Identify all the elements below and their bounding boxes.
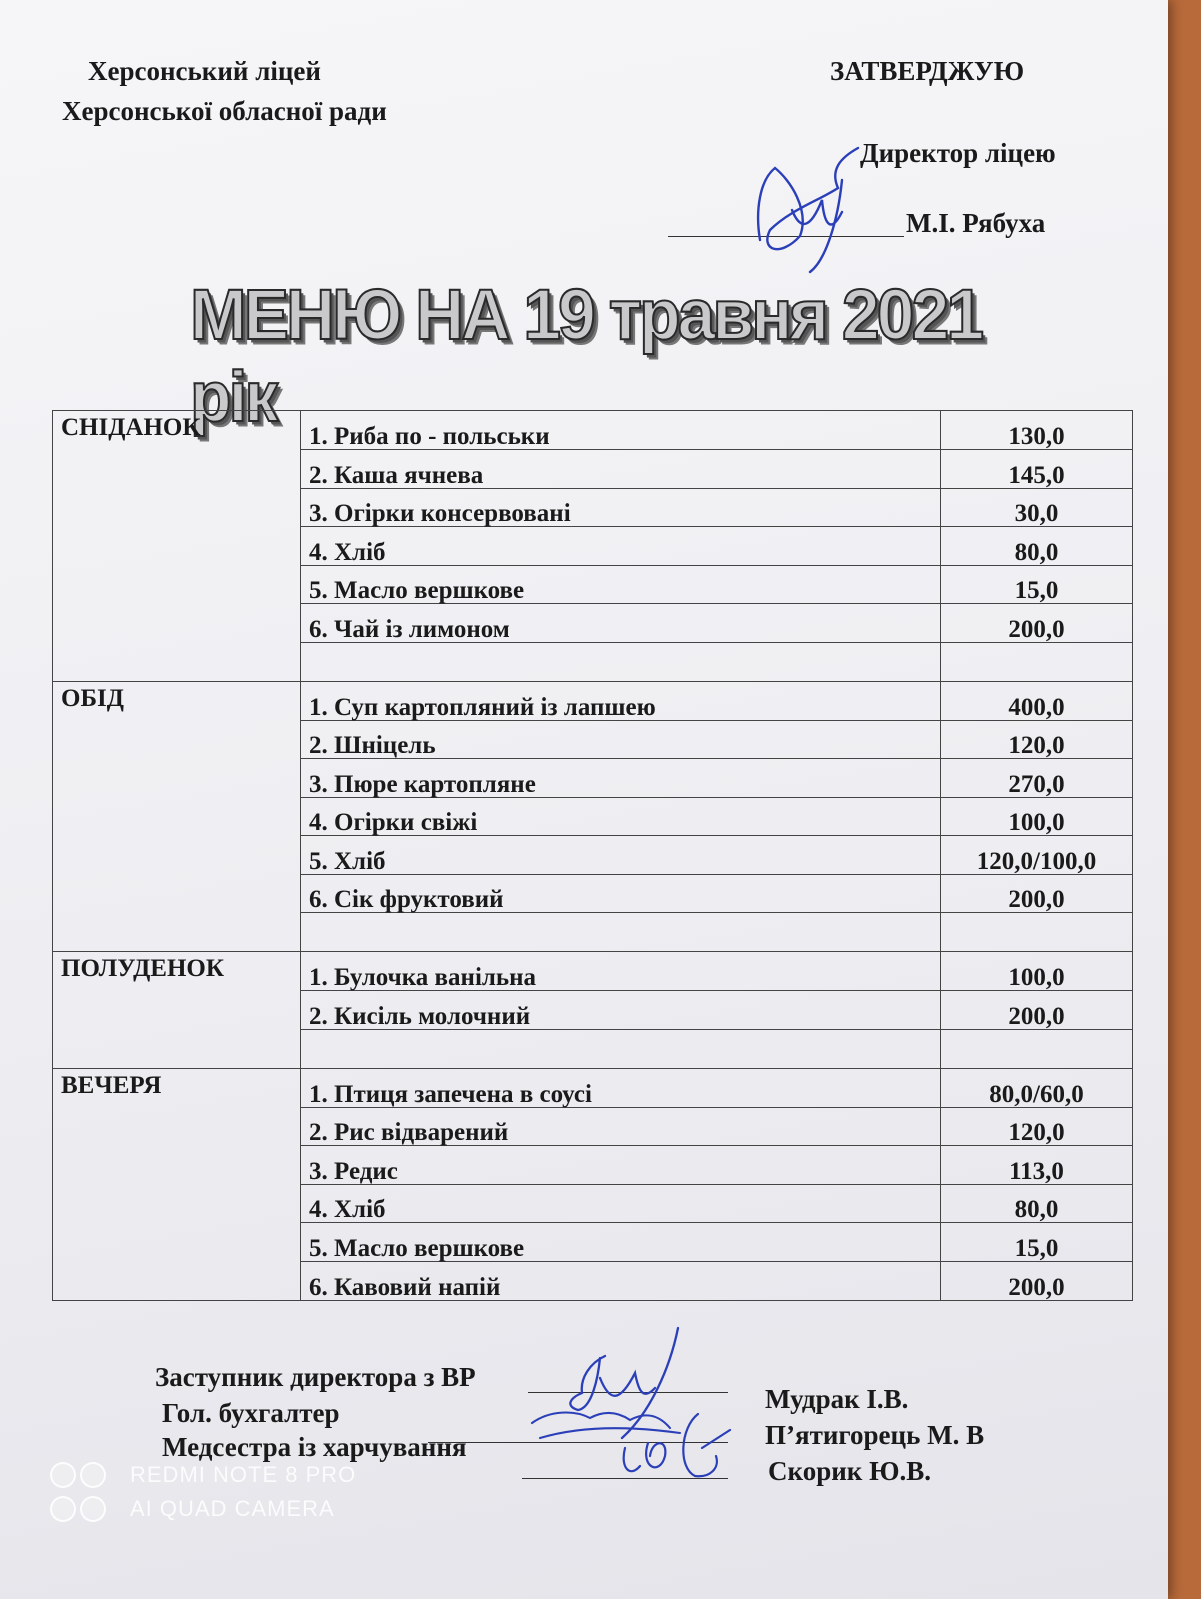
meal-cell: [53, 1107, 301, 1146]
table-row: [53, 1261, 1133, 1300]
meal-cell: ПОЛУДЕНОК: [53, 952, 301, 991]
watermark-device: REDMI NOTE 8 PRO: [130, 1462, 357, 1487]
meal-cell: [53, 604, 301, 643]
table-row: [53, 450, 1133, 489]
meal-cell: [53, 565, 301, 604]
table-row: [53, 604, 1133, 643]
meal-cell: [53, 913, 301, 952]
meal-cell: [53, 1223, 301, 1262]
amount-cell: 200,0: [941, 1261, 1133, 1300]
director-title: Директор ліцею: [860, 138, 1056, 168]
item-cell: [301, 642, 941, 681]
item-cell: [301, 1029, 941, 1068]
amount-cell: 120,0: [941, 1107, 1133, 1146]
meal-cell: [53, 991, 301, 1030]
table-row: [53, 913, 1133, 952]
meal-cell: [53, 450, 301, 489]
director-signature: [730, 140, 880, 280]
table-row: [53, 836, 1133, 875]
meal-cell: СНІДАНОК: [53, 411, 301, 450]
meal-cell: [53, 1261, 301, 1300]
amount-cell: 200,0: [941, 604, 1133, 643]
meal-cell: ВЕЧЕРЯ: [53, 1068, 301, 1107]
item-cell: 1. Суп картопляний із лапшею: [301, 681, 941, 720]
table-row: [53, 797, 1133, 836]
nurse-name: Скорик Ю.В.: [768, 1456, 931, 1486]
amount-cell: 100,0: [941, 797, 1133, 836]
amount-cell: 130,0: [941, 411, 1133, 450]
table-row: [53, 681, 1133, 720]
item-cell: 6. Кавовий напій: [301, 1261, 941, 1300]
table-row: [53, 991, 1133, 1030]
amount-cell: 145,0: [941, 450, 1133, 489]
amount-cell: 200,0: [941, 991, 1133, 1030]
deputy-title: Заступник директора з ВР: [155, 1362, 476, 1392]
table-row: [53, 720, 1133, 759]
nurse-title: Медсестра із харчування: [162, 1432, 467, 1462]
table-row: [53, 642, 1133, 681]
amount-cell: [941, 642, 1133, 681]
staff-signatures: [520, 1318, 740, 1488]
table-row: [53, 952, 1133, 991]
item-cell: 3. Редис: [301, 1146, 941, 1185]
menu-title: МЕНЮ НА 19 травня 2021 рік: [190, 275, 982, 437]
table-row: [53, 1146, 1133, 1185]
camera-lens-icon: [50, 1462, 108, 1488]
table-row: [53, 759, 1133, 798]
watermark-camera: AI QUAD CAMERA: [130, 1496, 335, 1521]
amount-cell: 80,0: [941, 527, 1133, 566]
item-cell: 5. Масло вершкове: [301, 565, 941, 604]
meal-cell: [53, 488, 301, 527]
org-name-line1: Херсонський ліцей: [88, 56, 321, 86]
meal-cell: [53, 1029, 301, 1068]
item-cell: 2. Кисіль молочний: [301, 991, 941, 1030]
meal-cell: [53, 759, 301, 798]
table-row: [53, 411, 1133, 450]
item-cell: 4. Хліб: [301, 1184, 941, 1223]
table-row: [53, 874, 1133, 913]
amount-cell: 400,0: [941, 681, 1133, 720]
watermark-row-1: [50, 1458, 356, 1492]
item-cell: 3. Огірки консервовані: [301, 488, 941, 527]
item-cell: 5. Масло вершкове: [301, 1223, 941, 1262]
amount-cell: 120,0/100,0: [941, 836, 1133, 875]
menu-table: [52, 410, 1133, 1301]
item-cell: 4. Хліб: [301, 527, 941, 566]
item-cell: 2. Рис відварений: [301, 1107, 941, 1146]
amount-cell: 80,0/60,0: [941, 1068, 1133, 1107]
amount-cell: [941, 1029, 1133, 1068]
table-row: [53, 1068, 1133, 1107]
table-row: [53, 527, 1133, 566]
accountant-name: П’ятигорець М. В: [765, 1420, 985, 1450]
amount-cell: 270,0: [941, 759, 1133, 798]
meal-cell: [53, 1146, 301, 1185]
camera-lens-icon-2: [50, 1496, 108, 1522]
table-row: [53, 1029, 1133, 1068]
item-cell: 2. Каша ячнева: [301, 450, 941, 489]
org-name-line2: Херсонської обласної ради: [62, 96, 387, 126]
amount-cell: 80,0: [941, 1184, 1133, 1223]
meal-cell: [53, 642, 301, 681]
item-cell: 6. Чай із лимоном: [301, 604, 941, 643]
amount-cell: 113,0: [941, 1146, 1133, 1185]
approve-label: ЗАТВЕРДЖУЮ: [830, 56, 1025, 86]
director-name: М.І. Рябуха: [906, 208, 1046, 238]
item-cell: 1. Булочка ванільна: [301, 952, 941, 991]
meal-cell: [53, 874, 301, 913]
item-cell: 2. Шніцель: [301, 720, 941, 759]
item-cell: 1. Риба по - польськи: [301, 411, 941, 450]
table-row: [53, 488, 1133, 527]
item-cell: 6. Сік фруктовий: [301, 874, 941, 913]
amount-cell: 100,0: [941, 952, 1133, 991]
meal-cell: [53, 527, 301, 566]
watermark-row-2: [50, 1492, 356, 1526]
accountant-title: Гол. бухгалтер: [162, 1398, 340, 1428]
item-cell: [301, 913, 941, 952]
amount-cell: [941, 913, 1133, 952]
table-row: [53, 1184, 1133, 1223]
amount-cell: 120,0: [941, 720, 1133, 759]
meal-cell: [53, 797, 301, 836]
deputy-name: Мудрак І.В.: [765, 1384, 909, 1414]
meal-cell: [53, 1184, 301, 1223]
amount-cell: 200,0: [941, 874, 1133, 913]
meal-cell: ОБІД: [53, 681, 301, 720]
meal-cell: [53, 836, 301, 875]
item-cell: 3. Пюре картопляне: [301, 759, 941, 798]
item-cell: 5. Хліб: [301, 836, 941, 875]
meal-cell: [53, 720, 301, 759]
amount-cell: 30,0: [941, 488, 1133, 527]
amount-cell: 15,0: [941, 1223, 1133, 1262]
item-cell: 4. Огірки свіжі: [301, 797, 941, 836]
amount-cell: 15,0: [941, 565, 1133, 604]
table-row: [53, 1223, 1133, 1262]
camera-watermark: [50, 1458, 356, 1526]
item-cell: 1. Птиця запечена в соусі: [301, 1068, 941, 1107]
table-row: [53, 1107, 1133, 1146]
table-row: [53, 565, 1133, 604]
